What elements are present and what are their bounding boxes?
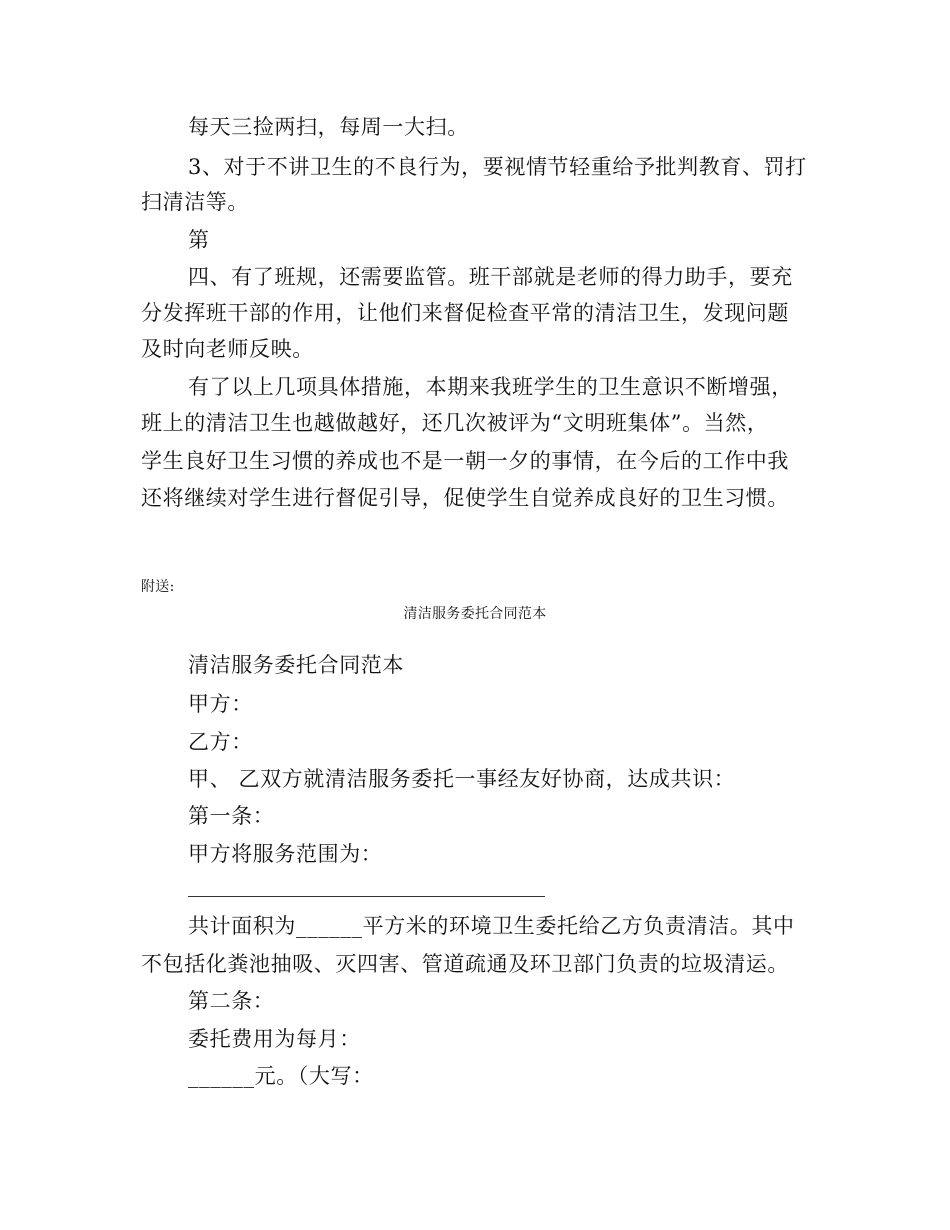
paragraph-line: 学生良好卫生习惯的养成也不是一朝一夕的事情，在今后的工作中我 (141, 449, 789, 473)
party-b-line: 乙方： (188, 730, 253, 754)
blank-fill-line (188, 896, 545, 897)
paragraph-line: 每天三捡两扫，每周一大扫。 (188, 115, 469, 139)
contract-line: ______元。（大写： (188, 1064, 374, 1088)
contract-heading: 清洁服务委托合同范本 (188, 653, 404, 677)
appendix-label: 附送: (141, 579, 175, 595)
party-a-line: 甲方： (188, 692, 253, 716)
paragraph-line: 第 (188, 228, 210, 252)
article-two-heading: 第二条： (188, 989, 275, 1013)
paragraph-line: 四、有了班规，还需要监管。班干部就是老师的得力助手，要充 (188, 265, 793, 289)
paragraph-line: 分发挥班干部的作用，让他们来督促检查平常的清洁卫生，发现问题 (141, 301, 789, 325)
contract-line: 委托费用为每月： (188, 1027, 361, 1051)
paragraph-line: 班上的清洁卫生也越做越好，还几次被评为“文明班集体”。当然， (141, 411, 769, 435)
paragraph-line: 及时向老师反映。 (141, 337, 314, 361)
paragraph-line: 3、对于不讲卫生的不良行为，要视情节轻重给予批判教育、罚打 (188, 155, 807, 179)
paragraph-line: 还将继续对学生进行督促引导，促使学生自觉养成良好的卫生习惯。 (141, 486, 789, 510)
paragraph-line: 扫清洁等。 (141, 190, 249, 214)
paragraph-line: 有了以上几项具体措施，本期来我班学生的卫生意识不断增强， (188, 375, 793, 399)
contract-line: 共计面积为______平方米的环境卫生委托给乙方负责清洁。其中 (188, 914, 795, 938)
article-one-heading: 第一条： (188, 804, 275, 828)
contract-line: 甲方将服务范围为： (188, 842, 383, 866)
contract-line: 不包括化粪池抽吸、灭四害、管道疏通及环卫部门负责的垃圾清运。 (141, 952, 789, 976)
contract-line: 甲、 乙双方就清洁服务委托一事经友好协商，达成共识： (188, 767, 736, 791)
appendix-title: 清洁服务委托合同范本 (403, 606, 547, 622)
